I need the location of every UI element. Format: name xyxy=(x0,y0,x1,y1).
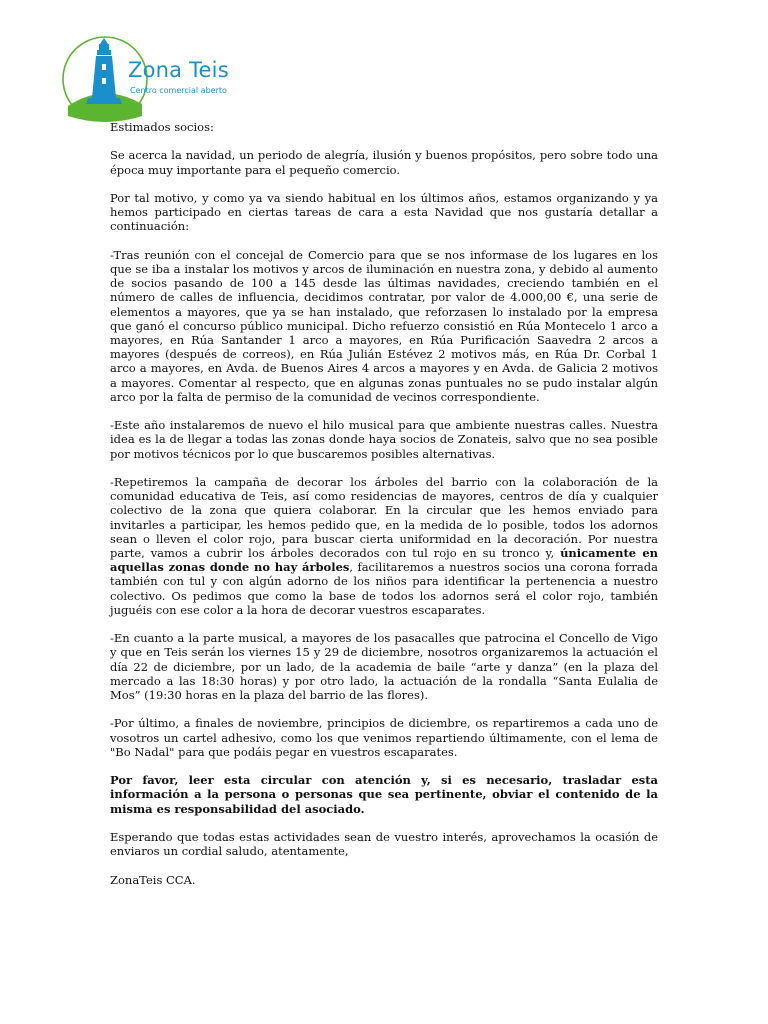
paragraph-poster: -Por último, a finales de noviembre, principios de diciembre, os repartiremos a cada uno de vosotros un cartel adhesivo, como los que venimos repartiendo últimamente, con el lema de "Bo Nadal" para que podáis pegar en vuestros escaparates. xyxy=(110,716,658,759)
paragraph-closing: Esperando que todas estas actividades sean de vuestro interés, aprovechamos la ocasión de enviaros un cordial saludo, atentamente, xyxy=(110,830,658,859)
trees-text-a: -Repetiremos la campaña de decorar los árboles del barrio con la colaboración de la comunidad educativa de Teis, así como residencias de mayores, centros de día y cualquier colectivo de la zona que quiera colaborar. En la circular que les hemos enviado para invitarles a participar, les hemos pedido que, en la medida de lo posible, todos los adornos sean o lleven el color rojo, para buscar cierta uniformidad en la decoración. Por nuestra parte, vamos a cubrir los árboles decorados con tul rojo en su tronco y, xyxy=(110,475,658,561)
paragraph-notice xyxy=(110,773,658,816)
logo-subtitle: Centro comercial aberto xyxy=(130,86,227,95)
logo-title: Zona Teis xyxy=(128,58,229,82)
paragraph-purpose: Por tal motivo, y como ya va siendo habitual en los últimos años, estamos organizando y ya hemos participado en ciertas tareas de cara a esta Navidad que nos gustaría detallar a continuación: xyxy=(110,190,658,234)
signature: ZonaTeis CCA. xyxy=(110,872,196,887)
paragraph-music: -Este año instalaremos de nuevo el hilo musical para que ambiente nuestras calles. Nuestra idea es la de llegar a todas las zonas donde haya socios de Zonateis, salvo que no sea posible por motivos técnicos por lo que buscaremos posibles alternativas. xyxy=(110,418,658,461)
trees-text-bold: únicamente en aquellas zonas donde no hay árboles xyxy=(110,546,658,575)
trees-text-b: , facilitaremos a nuestros socios una corona forrada también con tul y con algún adorno de los niños para identificar la pertenencia a nuestro colectivo. Os pedimos que como la base de todos los adornos será el color rojo, también juguéis con ese color a la hora de decorar vuestros escaparates. xyxy=(110,560,658,617)
notice-text: Por favor, leer esta circular con atención y, si es necesario, trasladar esta información a la persona o personas que sea pertinente, obviar el contenido de la misma es responsabilidad del asociado. xyxy=(110,773,658,816)
zona-teis-logo xyxy=(58,34,229,124)
paragraph-trees xyxy=(110,475,658,617)
paragraph-performances: -En cuanto a la parte musical, a mayores de los pasacalles que patrocina el Concello de Vigo y que en Teis serán los viernes 15 y 29 de diciembre, nosotros organizaremos la actuación el día 22 de diciembre, por un lado, de la academia de baile “arte y danza” (en la plaza del mercado a las 18:30 horas) y por otro lado, la actuación de la rondalla “Santa Eulalia de Mos” (19:30 horas en la plaza del barrio de las flores). xyxy=(110,631,658,703)
paragraph-lighting: -Tras reunión con el concejal de Comercio para que se nos informase de los lugares en los que se iba a instalar los motivos y arcos de iluminación en nuestra zona, y debido al aumento de socios pasando de 100 a 145 desde las últimas navidades, creciendo también en el número de calles de influencia, decidimos contratar, por valor de 4.000,00 €, una serie de elementos a mayores, que ya se han instalado, que reforzasen lo instalado por la empresa que ganó el concurso público municipal. Dicho refuerzo consistió en Rúa Montecelo 1 arco a mayores, en Rúa Santander 1 arco a mayores, en Rúa Purificación Saavedra 2 arcos a mayores (después de correos), en Rúa Julián Estévez 2 motivos más, en Rúa Dr. Corbal 1 arco a mayores, en Avda. de Buenos Aires 4 arcos a mayores y en Avda. de Galicia 2 motivos a mayores. Comentar al respecto, que en algunas zonas puntuales no se pudo instalar algún arco por la falta de permiso de la comunidad de vecinos correspondiente. xyxy=(110,247,658,404)
greeting: Estimados socios: xyxy=(110,120,214,134)
paragraph-intro: Se acerca la navidad, un periodo de alegría, ilusión y buenos propósitos, pero sobre todo una época muy importante para el pequeño comercio. xyxy=(110,148,658,177)
letter-body xyxy=(110,120,658,901)
